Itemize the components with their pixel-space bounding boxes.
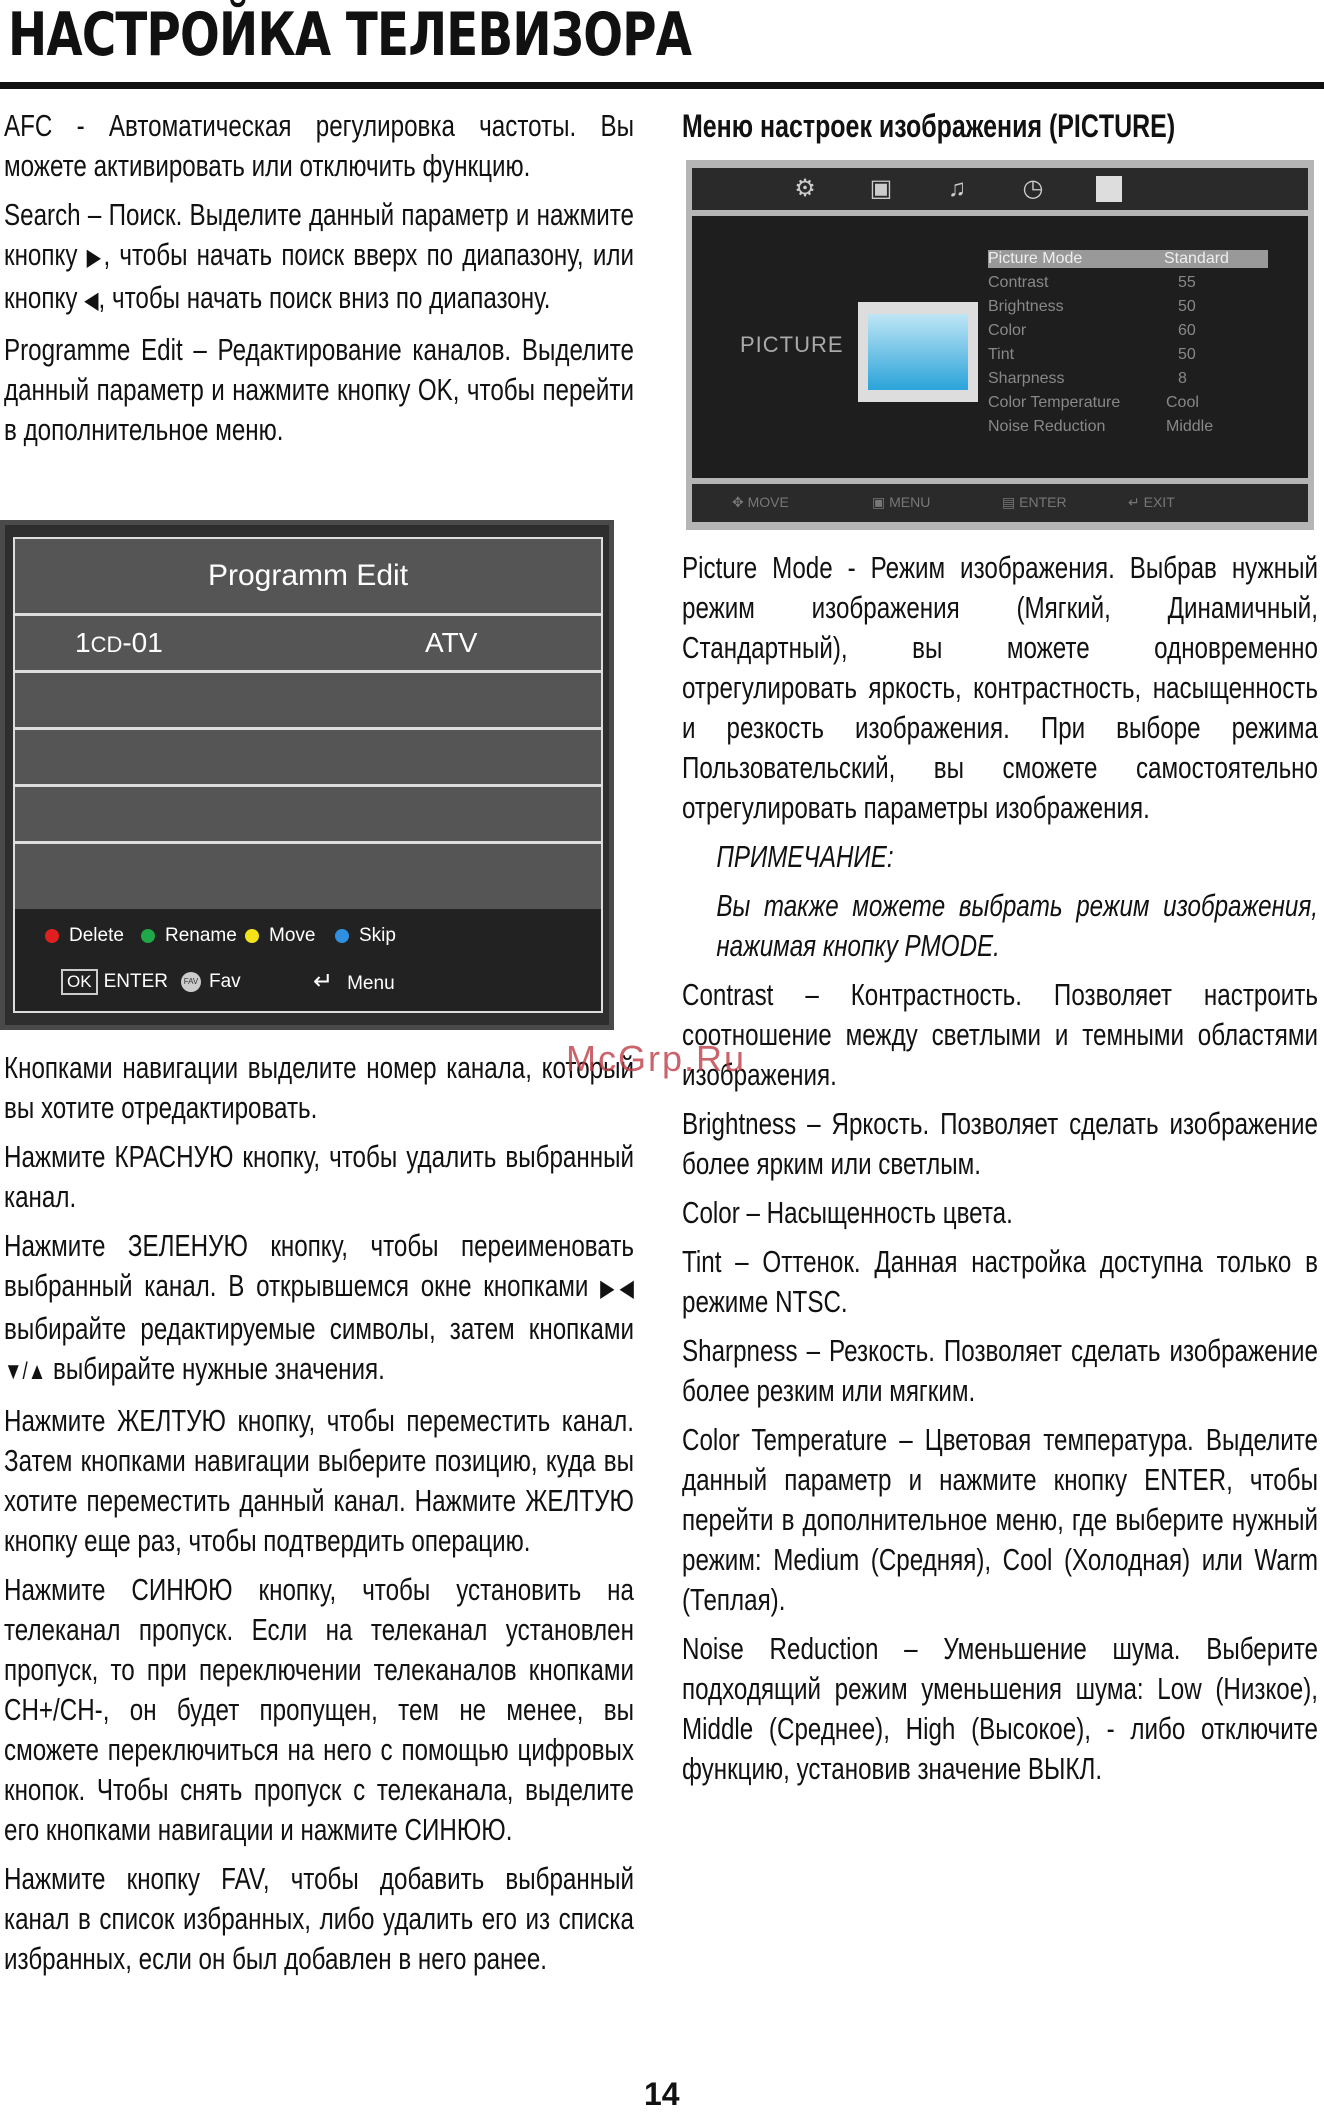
move-hint: ✥ MOVE xyxy=(732,494,789,510)
navigate-paragraph: Кнопками навигации выделите номер канала, который вы хотите отредактировать. xyxy=(4,1050,634,1125)
menu-hint: ▣ MENU xyxy=(872,494,931,510)
picture-menu-screenshot xyxy=(686,160,1314,530)
music-icon: ♫ xyxy=(948,175,966,202)
red-button-paragraph: Нажмите КРАСНУЮ кнопку, чтобы удалить выбранный канал. xyxy=(4,1139,634,1214)
clock-icon: ◷ xyxy=(1022,175,1044,202)
menu-item[interactable]: Color Temperature Cool xyxy=(988,394,1199,411)
channel-type: ATV xyxy=(425,627,478,658)
menu-legend[interactable]: ↵ Menu xyxy=(313,968,395,995)
page-title: НАСТРОЙКА ТЕЛЕВИЗОРА xyxy=(8,0,692,70)
blue-button-paragraph: Нажмите СИНЮЮ кнопку, чтобы установить на телеканал пропуск. Если на телеканал установлен пропуск, то при переключении телеканалов кнопками CH+/CH-, он будет пропущен, тем не менее, вы сможете переключиться на него с помощью цифровых кнопок. Чтобы снять пропуск с телеканала, выделите его кнопками навигации и нажмите СИНЮЮ. xyxy=(4,1572,634,1847)
menu-item[interactable]: Color 60 xyxy=(988,322,1196,339)
menu-item[interactable]: Contrast 55 xyxy=(988,274,1196,291)
contrast-paragraph: Contrast – Контрастность. Позволяет настроить соотношение между светлыми и темными областями изображения. xyxy=(682,977,1318,1092)
sharpness-paragraph: Sharpness – Резкость. Позволяет сделать изображение более резким или мягким. xyxy=(682,1333,1318,1408)
page-number: 14 xyxy=(644,2076,680,2112)
channel-row[interactable] xyxy=(15,787,601,844)
menu-item[interactable]: Brightness 50 xyxy=(988,298,1196,315)
gear-icon: ⚙ xyxy=(794,175,816,202)
menu-item[interactable]: Tint 50 xyxy=(988,346,1196,363)
left-right-arrows-icon: ▶◀ xyxy=(600,1275,634,1302)
fav-icon: FAV xyxy=(181,972,201,992)
right-column xyxy=(682,106,1318,155)
left-column xyxy=(4,106,634,459)
delete-legend[interactable]: Delete xyxy=(45,925,124,947)
right-arrow-icon: ▶ xyxy=(86,244,104,271)
noise-reduction-paragraph: Noise Reduction – Уменьшение шума. Выберите подходящий режим уменьшения шума: Low (Низкое), Middle (Среднее), High (Высокое), - либо отключите функцию, установив значение ВЫКЛ. xyxy=(682,1631,1318,1786)
programme-edit-paragraph: Programme Edit – Редактирование каналов. Выделите данный параметр и нажмите кнопку OK, чтобы перейти в дополнительное меню. xyxy=(4,332,634,447)
dialog-legend xyxy=(15,909,601,1011)
tint-paragraph: Tint – Оттенок. Данная настройка доступна только в режиме NTSC. xyxy=(682,1244,1318,1319)
afc-paragraph: AFC - Автоматическая регулировка частоты. Вы можете активировать или отключить функцию. xyxy=(4,108,634,183)
picture-thumbnail xyxy=(858,302,978,402)
fav-legend[interactable]: FAV Fav xyxy=(181,971,241,993)
move-legend[interactable]: Move xyxy=(245,925,315,947)
title-rule xyxy=(0,82,1324,89)
rename-legend[interactable]: Rename xyxy=(141,925,237,947)
exit-hint: ↵ EXIT xyxy=(1128,494,1175,510)
green-button-paragraph: Нажмите ЗЕЛЕНУЮ кнопку, чтобы переименовать выбранный канал. В открывшемся окне кнопками ▶◀ выбирайте редактируемые символы, затем кнопками ▼/▲ выбирайте нужные значения. xyxy=(4,1228,634,1386)
menu-tabs xyxy=(692,168,1308,210)
programm-edit-dialog xyxy=(0,520,614,1030)
enter-hint: ▤ ENTER xyxy=(1002,494,1067,510)
picture-mode-paragraph: Picture Mode - Режим изображения. Выбрав нужный режим изображения (Мягкий, Динамичный, Стандартный), вы можете одновременно отрегулировать яркость, контрастность, насыщенность и резкость изображения. При выборе режима Пользовательский, вы сможете самостоятельно отрегулировать параметры изображения. xyxy=(682,550,1318,825)
red-dot-icon xyxy=(45,929,59,943)
fav-button-paragraph: Нажмите кнопку FAV, чтобы добавить выбранный канал в список избранных, либо удалить его из списка избранных, если он был добавлен в него ранее. xyxy=(4,1861,634,1976)
left-arrow-icon: ◀ xyxy=(84,287,99,314)
color-paragraph: Color – Насыщенность цвета. xyxy=(682,1195,1013,1230)
note-body: Вы также можете выбрать режим изображения, нажимая кнопку PMODE. xyxy=(716,888,1318,963)
right-column-lower xyxy=(682,548,1318,1798)
color-temperature-paragraph: Color Temperature – Цветовая температура. Выделите данный параметр и нажмите кнопку ENTER, чтобы перейти в дополнительное меню, где выберите нужный режим: Medium (Средняя), Cool (Холодная) или Warm (Теплая). xyxy=(682,1422,1318,1617)
note-heading: ПРИМЕЧАНИЕ: xyxy=(716,839,894,874)
picture-menu-heading: Меню настроек изображения (PICTURE) xyxy=(682,108,1176,144)
brightness-paragraph: Brightness – Яркость. Позволяет сделать изображение более ярким или светлым. xyxy=(682,1106,1318,1181)
menu-item[interactable]: Sharpness 8 xyxy=(988,370,1187,387)
search-paragraph: Search – Поиск. Выделите данный параметр и нажмите кнопку ▶, чтобы начать поиск вверх по диапазону, или кнопку ◀, чтобы начать поиск вниз по диапазону. xyxy=(4,197,634,315)
return-icon: ↵ xyxy=(313,968,334,995)
left-column-lower xyxy=(4,1048,634,1988)
channel-row[interactable] xyxy=(15,616,601,673)
menu-item[interactable]: Noise Reduction Middle xyxy=(988,418,1214,435)
yellow-dot-icon xyxy=(245,929,259,943)
yellow-button-paragraph: Нажмите ЖЕЛТУЮ кнопку, чтобы переместить канал. Затем кнопками навигации выберите позицию, куда вы хотите переместить данный канал. Нажмите ЖЕЛТУЮ кнопку еще раз, чтобы подтвердить операцию. xyxy=(4,1403,634,1558)
picture-menu-body xyxy=(692,216,1308,478)
dialog-title: Programm Edit xyxy=(15,539,601,616)
skip-legend[interactable]: Skip xyxy=(335,925,396,947)
channel-row[interactable] xyxy=(15,844,601,898)
lock-icon xyxy=(1096,176,1122,202)
blue-dot-icon xyxy=(335,929,349,943)
green-dot-icon xyxy=(141,929,155,943)
watermark: McGrp.Ru xyxy=(566,1038,747,1079)
menu-hint-bar xyxy=(692,484,1308,522)
enter-legend[interactable]: OK ENTER xyxy=(61,969,168,995)
ok-icon: OK xyxy=(61,969,98,995)
channel-number: 1CD-01 xyxy=(75,627,163,658)
channel-row[interactable] xyxy=(15,673,601,730)
menu-item[interactable]: Picture Mode Standard xyxy=(988,250,1268,268)
down-up-arrows-icon: ▼/▲ xyxy=(4,1358,47,1385)
monitor-icon: ▣ xyxy=(869,175,893,202)
picture-label: PICTURE xyxy=(740,332,844,357)
channel-row[interactable] xyxy=(15,730,601,787)
